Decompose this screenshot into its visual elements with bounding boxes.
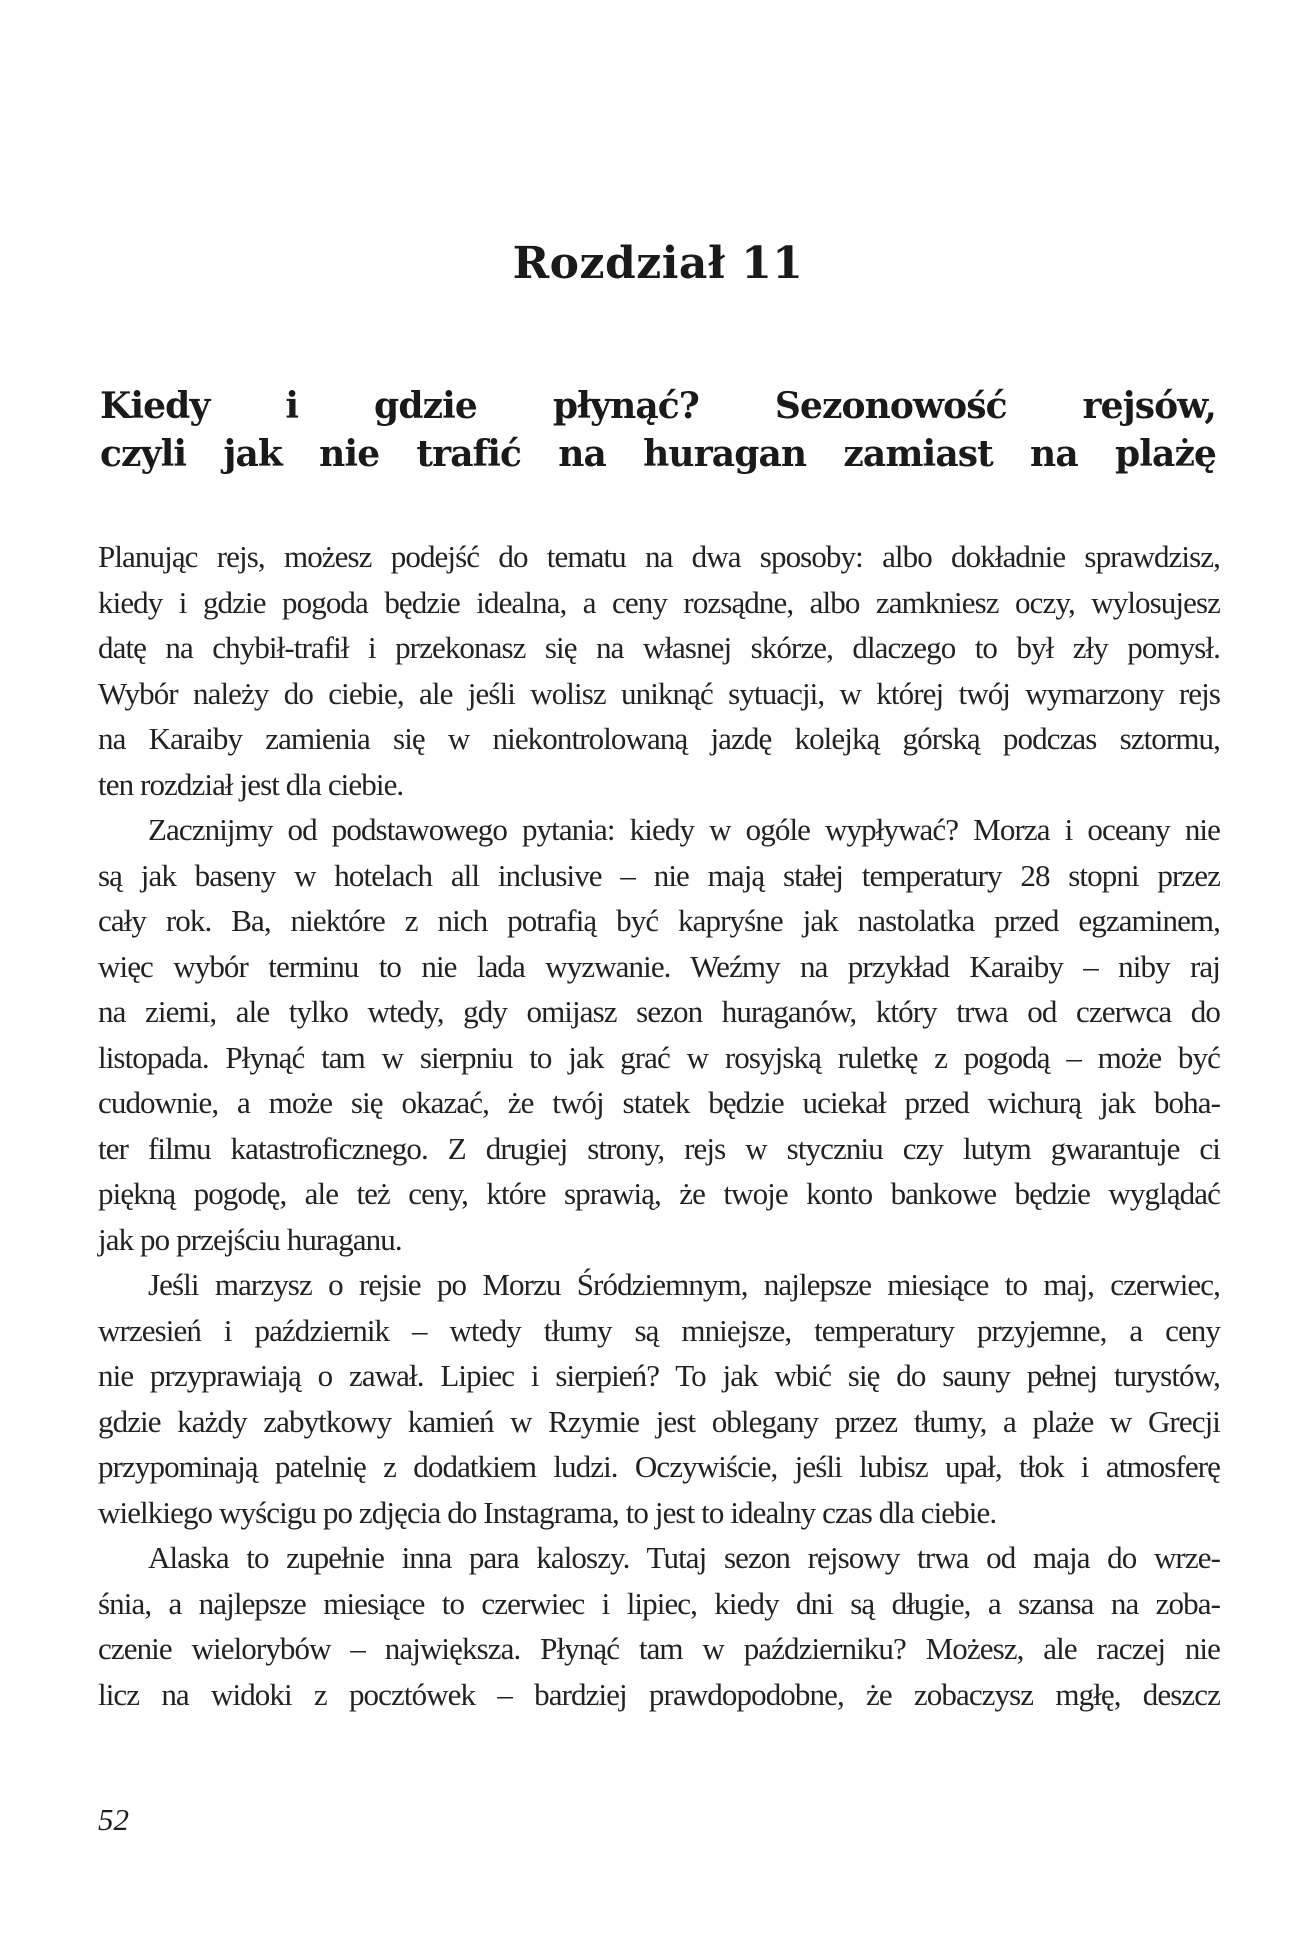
text-line: datę na chybił-trafił i przekonasz się na własnej skórze, dlaczego to był zły pomysł. <box>98 630 1220 665</box>
text-line: Planując rejs, możesz podejść do tematu na dwa sposoby: albo dokładnie sprawdzisz, <box>98 539 1220 574</box>
text-line: jak po przejściu huraganu. <box>98 1221 402 1257</box>
text-line: ten rozdział jest dla ciebie. <box>98 766 404 802</box>
text-line: Alaska to zupełnie inna para kaloszy. Tutaj sezon rejsowy trwa od maja do wrze- <box>148 1540 1220 1575</box>
paragraph-alaska <box>98 1535 1220 1717</box>
text-line: nie przyprawiają o zawał. Lipiec i sierpień? To jak wbić się do sauny pełnej turystów, <box>98 1358 1220 1393</box>
paragraph-intro <box>98 534 1220 807</box>
text-line: ter filmu katastroficznego. Z drugiej strony, rejs w styczniu czy lutym gwarantuje ci <box>98 1130 1220 1166</box>
section-title-line: czyli jak nie trafić na huragan zamiast na plażę <box>100 433 1216 475</box>
page-number: 52 <box>98 1802 129 1837</box>
text-line: piękną pogodę, ale też ceny, które sprawią, że twoje konto bankowe będzie wyglądać <box>98 1176 1220 1211</box>
text-line: czenie wielorybów – największa. Płynąć tam w październiku? Możesz, ale raczej nie <box>98 1631 1220 1666</box>
text-line: na Karaiby zamienia się w niekontrolowaną jazdę kolejką górską podczas sztormu, <box>98 721 1220 756</box>
body-text <box>98 534 1220 1717</box>
text-line: wrzesień i październik – wtedy tłumy są mniejsze, temperatury przyjemne, a ceny <box>98 1312 1220 1348</box>
text-line: są jak baseny w hotelach all inclusive – nie mają stałej temperatury 28 stopni przez <box>98 857 1220 893</box>
text-line: cały rok. Ba, niektóre z nich potrafią być kapryśne jak nastolatka przed egzaminem, <box>98 903 1220 938</box>
section-title <box>100 382 1216 478</box>
paragraph-mediterranean <box>98 1262 1220 1535</box>
text-line: śnia, a najlepsze miesiące to czerwiec i lipiec, kiedy dni są długie, a szansa na zoba- <box>98 1585 1220 1621</box>
text-line: cudownie, a może się okazać, że twój statek będzie uciekał przed wichurą jak boha- <box>98 1085 1220 1120</box>
paragraph-caribbean <box>98 807 1220 1262</box>
chapter-title: Rozdział 11 <box>512 238 804 289</box>
section-title-line: Kiedy i gdzie płynąć? Sezonowość rejsów, <box>100 385 1216 427</box>
text-line: gdzie każdy zabytkowy kamień w Rzymie jest oblegany przez tłumy, a plaże w Grecji <box>98 1403 1220 1439</box>
text-line: na ziemi, ale tylko wtedy, gdy omijasz sezon huraganów, który trwa od czerwca do <box>98 994 1220 1029</box>
text-line: kiedy i gdzie pogoda będzie idealna, a ceny rozsądne, albo zamkniesz oczy, wylosujesz <box>98 584 1220 620</box>
text-line: wielkiego wyścigu po zdjęcia do Instagrama, to jest to idealny czas dla ciebie. <box>98 1494 997 1530</box>
text-line: przypominają patelnię z dodatkiem ludzi. Oczywiście, jeśli lubisz upał, tłok i atmosferę <box>98 1449 1220 1484</box>
text-line: Zacznijmy od podstawowego pytania: kiedy w ogóle wypływać? Morza i oceany nie <box>148 812 1220 847</box>
text-line: Wybór należy do ciebie, ale jeśli wolisz uniknąć sytuacji, w której twój wymarzony rejs <box>98 675 1220 711</box>
text-line: licz na widoki z pocztówek – bardziej prawdopodobne, że zobaczysz mgłę, deszcz <box>98 1676 1220 1712</box>
text-line: listopada. Płynąć tam w sierpniu to jak grać w rosyjską ruletkę z pogodą – może być <box>98 1039 1220 1075</box>
text-line: Jeśli marzysz o rejsie po Morzu Śródziemnym, najlepsze miesiące to maj, czerwiec, <box>148 1267 1220 1302</box>
text-line: więc wybór terminu to nie lada wyzwanie. Weźmy na przykład Karaiby – niby raj <box>98 948 1220 984</box>
